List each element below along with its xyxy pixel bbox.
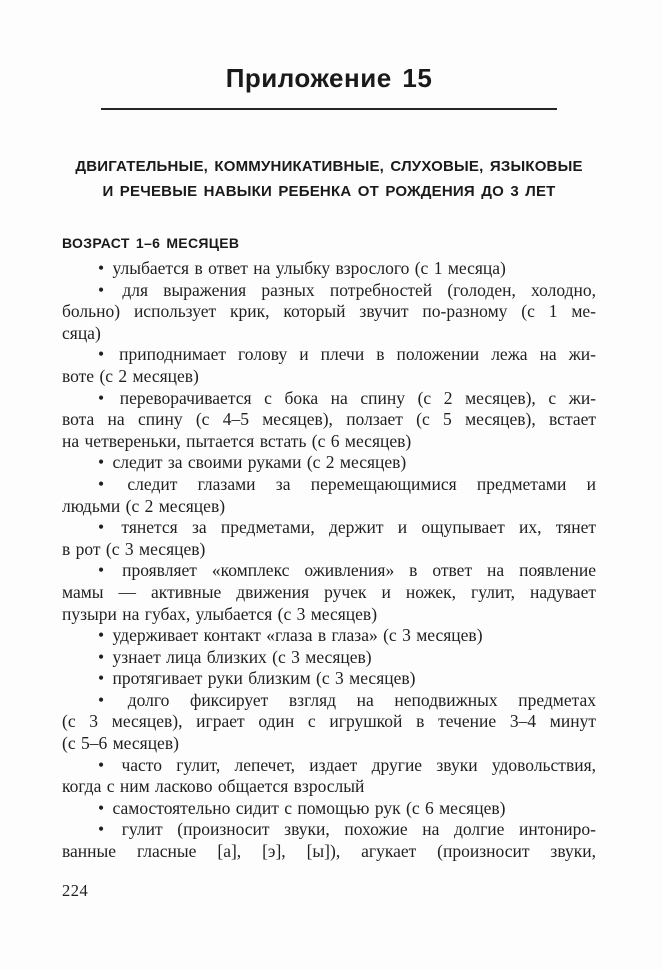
bullet-marker: • [98,258,105,278]
line-text: тянется за предметами, держит и ощупывает их, тянет [121,517,596,538]
line-text: проявляет «комплекс оживления» в ответ на появление [122,560,596,581]
list-item [62,798,596,820]
list-item [62,280,596,345]
list-item-line [62,560,596,582]
line-text: удерживает контакт «глаза в глаза» (с 3 месяцев) [112,625,483,646]
list-item [62,755,596,798]
page-content [62,0,596,901]
bullet-marker: • [98,344,105,365]
list-item-line [62,625,596,647]
list-item [62,690,596,755]
list-item [62,452,596,474]
list-item [62,258,596,280]
bullet-marker: • [98,279,105,300]
line-text: гулит (произносит звуки, похожие на долгие интониро- [121,819,596,840]
list-item [62,560,596,625]
bullet-marker: • [98,625,105,646]
bullet-marker: • [98,560,105,581]
list-item-line [62,798,596,820]
list-item [62,819,596,862]
title-rule [101,108,557,110]
bullet-marker: • [98,646,105,667]
list-item-line [62,344,596,366]
document-title [62,154,596,204]
list-item-line [62,647,596,669]
list-item [62,647,596,669]
bullet-marker: • [98,668,105,689]
list-item-line [62,819,596,841]
bullet-marker: • [98,797,105,818]
line-text: часто гулит, лепечет, издает другие звуки удовольствия, [121,754,597,775]
list-item-line: пузыри на губах, улыбается (с 3 месяцев) [62,603,378,624]
line-text: протягивает руки близким (с 3 месяцев) [112,668,416,689]
bullet-marker: • [98,452,105,473]
list-item-line [62,755,596,777]
bullet-marker: • [98,754,105,775]
list-item-line [62,258,596,280]
list-item-line [62,388,596,410]
list-item [62,344,596,387]
line-text: для выражения разных потребностей (голоден, холодно, [122,279,597,300]
bullet-marker: • [98,517,105,538]
list-item-line [62,690,596,712]
list-item [62,517,596,560]
line-text: узнает лица близких (с 3 месяцев) [112,646,372,667]
list-item-line: воте (с 2 месяцев) [62,365,199,386]
line-text: следит глазами за перемещающимися предметами и [127,473,596,494]
list-item-line [62,452,596,474]
bullet-marker: • [98,473,105,494]
list-item-line: сяца) [62,322,101,343]
line-text: самостоятельно сидит с помощью рук (с 6 месяцев) [112,797,506,818]
appendix-heading: Приложение 15 [225,63,433,93]
list-item [62,668,596,690]
list-item-line: на четвереньки, пытается встать (с 6 месяцев) [62,430,412,451]
bullet-marker: • [98,819,105,840]
line-text: долго фиксирует взгляд на неподвижных предметах [127,689,596,710]
list-item-line: (с 3 месяцев), играет один с игрушкой в течение 3–4 минут [62,711,596,732]
list-item-line [62,280,596,302]
list-item [62,474,596,517]
page-number: 224 [62,880,89,900]
section-heading: ВОЗРАСТ 1–6 МЕСЯЦЕВ [62,235,240,251]
document-title-line: И РЕЧЕВЫЕ НАВЫКИ РЕБЕНКА ОТ РОЖДЕНИЯ ДО 3 ЛЕТ [102,183,556,200]
document-title-line: ДВИГАТЕЛЬНЫЕ, КОММУНИКАТИВНЫЕ, СЛУХОВЫЕ, ЯЗЫКОВЫЕ [75,158,583,175]
list-item-line: в рот (с 3 месяцев) [62,538,206,559]
list-item-line: ванные гласные [а], [э], [ы]), агукает (произносит звуки, [62,841,596,862]
line-text: улыбается в ответ на улыбку взрослого (с 1 месяца) [112,258,506,278]
line-text: переворачивается с бока на спину (с 2 месяцев), с жи- [119,387,597,408]
list-item-line: людьми (с 2 месяцев) [62,495,226,516]
bullet-list [62,258,596,863]
list-item-line [62,474,596,496]
bullet-marker: • [98,689,105,710]
list-item-line: (с 5–6 месяцев) [62,733,179,754]
list-item-line [62,517,596,539]
list-item [62,388,596,453]
list-item-line: мамы — активные движения ручек и ножек, гулит, надувает [62,581,596,602]
list-item-line: больно) использует крик, который звучит по-разному (с 1 ме- [62,301,596,322]
list-item-line [62,668,596,690]
list-item-line: вота на спину (с 4–5 месяцев), ползает (с 5 месяцев), встает [62,409,596,430]
list-item [62,625,596,647]
line-text: следит за своими руками (с 2 месяцев) [112,452,407,473]
list-item-line: когда с ним ласково общается взрослый [62,776,365,797]
bullet-marker: • [98,387,105,408]
line-text: приподнимает голову и плечи в положении лежа на жи- [119,344,597,365]
